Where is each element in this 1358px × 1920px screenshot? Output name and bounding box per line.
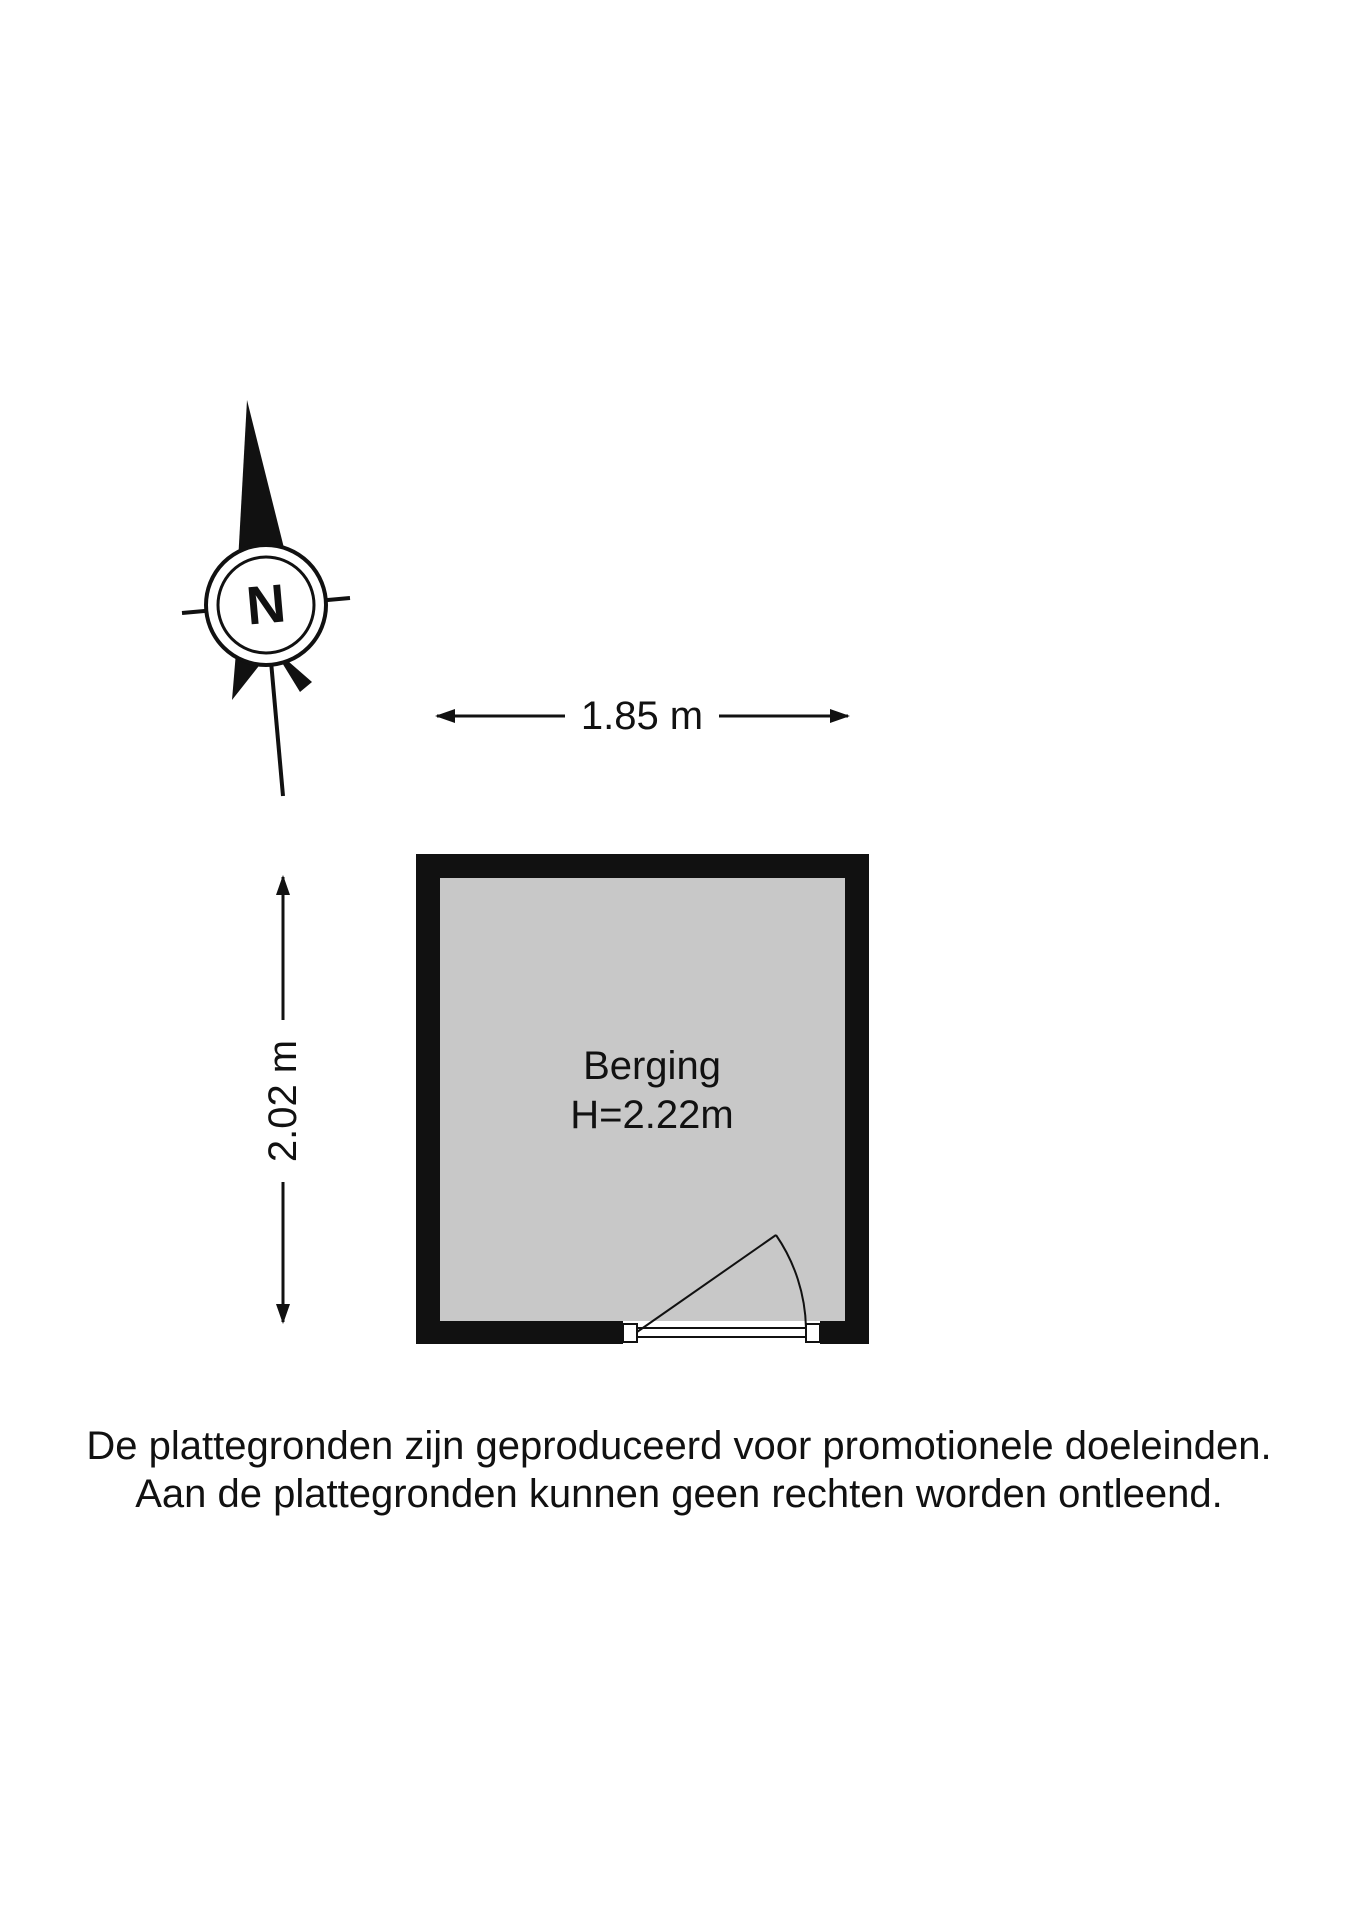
door-opening — [623, 1321, 820, 1344]
disclaimer-line-1: De plattegronden zijn geproduceerd voor promotionele doeleinden. — [86, 1424, 1272, 1468]
compass-north-needle — [238, 400, 285, 562]
compass-north-label: N — [243, 573, 289, 637]
width-dimension — [437, 694, 848, 738]
disclaimer — [0, 1422, 1358, 1518]
height-dimension — [261, 877, 305, 1322]
room-name-label: Berging — [583, 1044, 721, 1088]
compass-south-line — [270, 650, 283, 796]
north-arrow-compass-icon — [182, 400, 350, 796]
door-jamb-left — [623, 1324, 637, 1342]
width-dimension-label: 1.85 m — [580, 694, 704, 738]
height-dimension-label: 2.02 m — [261, 1039, 305, 1163]
room-berging — [416, 854, 869, 1344]
room-height-label: H=2.22m — [570, 1093, 734, 1137]
disclaimer-line-2: Aan de plattegronden kunnen geen rechten worden ontleend. — [135, 1472, 1223, 1516]
door-jamb-right — [806, 1324, 820, 1342]
